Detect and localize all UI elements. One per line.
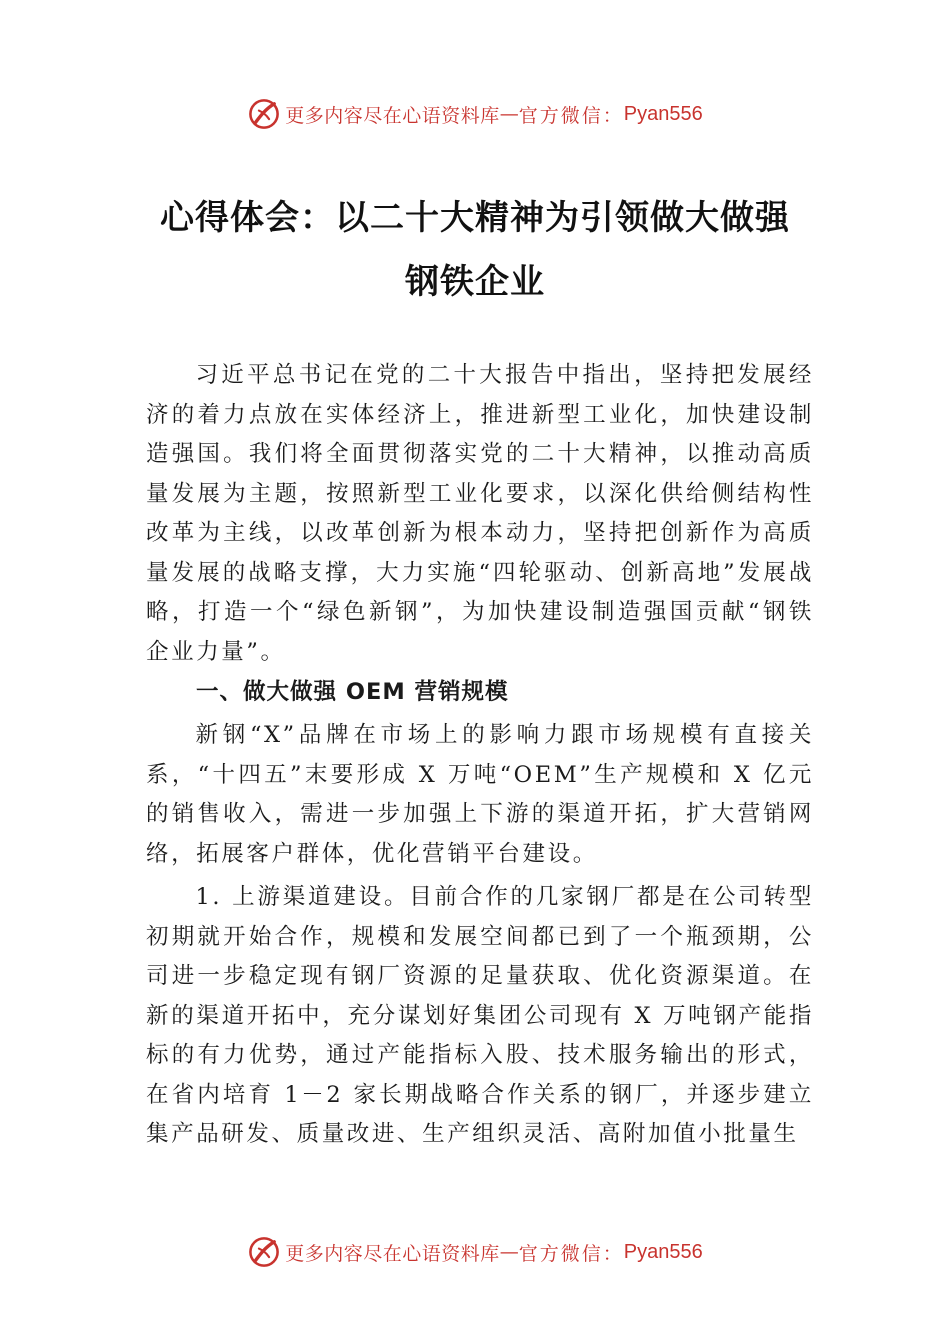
watermark-separator: — [499,103,519,125]
watermark-footer [0,1232,950,1272]
watermark-site-text: 更多内容尽在心语资料库 [285,1242,500,1265]
watermark-wechat-id: Pyan556 [623,102,703,125]
paragraph-intro [146,356,814,672]
watermark-site-text: 更多内容尽在心语资料库 [285,104,500,127]
watermark-header [0,94,950,134]
watermark-wechat-id: Pyan556 [623,1240,703,1263]
section-heading-1: 一、做大做强 OEM 营销规模 [196,679,509,705]
paragraph-text: 1. 上游渠道建设。目前合作的几家钢厂都是在公司转型初期就开始合作，规模和发展空间都已到了一个瓶颈期，公司进一步稳定现有钢厂资源的足量获取、优化资源渠道。在新的渠道开拓中，充分谋划好集团公司现有 X 万吨钢产能指标的有力优势，通过产能指标入股、技术服务输出的形式， 在省内培育 1－2 家长期战略合作关系的钢厂，并逐步建立集产品研发、质量改进、生产组织灵活、高附加值小批量生 [146,884,814,1147]
brush-logo-icon [247,97,281,131]
paragraph-text: 新钢“X”品牌在市场上的影响力跟市场规模有直接关系，“十四五”末要形成 X 万吨“OEM”生产规模和 X 亿元的销售收入，需进一步加强上下游的渠道开拓，扩大营销网络，拓展客户群体，优化营销平台建设。 [146,722,814,867]
watermark-separator: — [499,1241,519,1263]
paragraph-text: 习近平总书记在党的二十大报告中指出，坚持把发展经济的着力点放在实体经济上，推进新型工业化，加快建设制造强国。我们将全面贯彻落实党的二十大精神，以推动高质量发展为主题，按照新型工业化要求，以深化供给侧结构性改革为主线，以改革创新为根本动力，坚持把创新作为高质量发展的战略支撑，大力实施“四轮驱动、创新高地”发展战略，打造一个“绿色新钢”，为加快建设制造强国贡献“钢铁企业力量”。 [146,362,814,665]
document-title-line-1: 心得体会：以二十大精神为引领做大做强 [160,198,790,238]
document-title-line-2: 钢铁企业 [405,262,545,302]
paragraph-upstream [146,878,814,1155]
paragraph-oem [146,716,814,874]
watermark-label: 官方微信： [518,1242,624,1265]
brush-logo-icon [247,1235,281,1269]
watermark-label: 官方微信： [518,104,624,127]
